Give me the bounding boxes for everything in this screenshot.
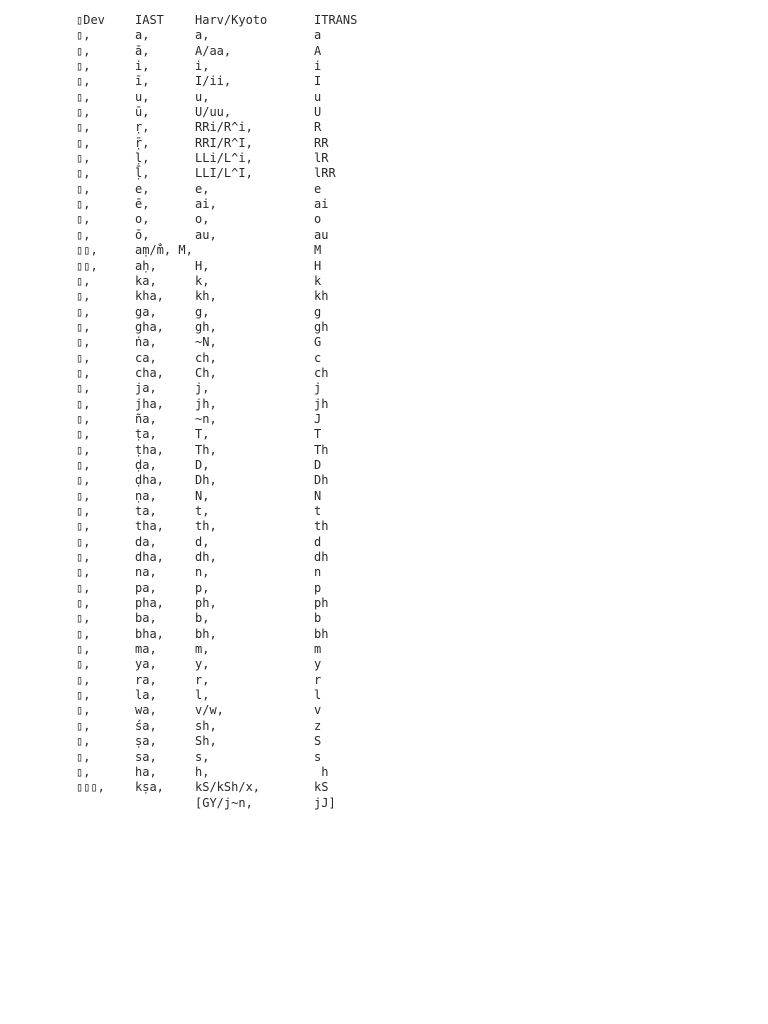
cell-harvard-kyoto: i, [195,59,210,74]
cell-iast: ḹ, [135,166,150,181]
cell-itrans: o [314,212,322,227]
cell-devanagari: ▯, [76,59,91,74]
cell-harvard-kyoto: h, [195,764,210,779]
cell-itrans: T [314,427,322,442]
cell-harvard-kyoto: b, [195,611,210,626]
cell-devanagari: ▯, [76,519,91,534]
cell-iast: ña, [135,411,157,426]
cell-itrans: e [314,181,322,196]
table-row [76,734,322,749]
cell-itrans: t [314,504,322,518]
cell-iast: na, [135,565,157,580]
cell-iast: aḥ, [135,258,157,273]
table-row [76,258,322,274]
cell-itrans: bh [314,626,329,641]
table-row [76,457,322,473]
cell-devanagari: ▯, [76,703,91,718]
cell-harvard-kyoto: RRI/R^I, [195,135,253,150]
table-row [76,166,336,181]
cell-iast: ṭa, [135,427,157,442]
table-row [76,642,322,657]
cell-devanagari: ▯, [76,304,91,319]
cell-devanagari: ▯, [76,273,91,288]
cell-iast: ṇa, [135,488,157,503]
cell-iast: kṣa, [135,780,164,795]
cell-iast: ka, [135,273,157,288]
cell-iast: gha, [135,319,164,334]
cell-harvard-kyoto: ai, [195,197,217,212]
table-row [76,580,322,596]
cell-iast: tha, [135,519,164,534]
cell-iast: ī, [135,74,150,89]
cell-harvard-kyoto: LLi/L^i, [195,151,253,166]
cell-harvard-kyoto: ~N, [195,335,217,350]
cell-harvard-kyoto: r, [195,672,210,687]
cell-itrans: lRR [314,166,336,181]
cell-iast: ō, [135,227,150,242]
cell-devanagari: ▯, [76,657,91,672]
cell-iast: ḷ, [135,151,150,166]
cell-harvard-kyoto: Sh, [195,734,217,749]
transliteration-table [76,13,358,811]
cell-harvard-kyoto: Dh, [195,473,217,488]
table-row [76,197,329,212]
cell-devanagari: ▯, [76,488,91,503]
header-dev [76,13,105,28]
cell-iast: a, [135,28,150,43]
cell-itrans: y [314,657,322,672]
table-row [76,473,329,488]
cell-devanagari: ▯, [76,626,91,641]
cell-itrans: A [314,43,322,58]
cell-iast: e, [135,181,150,196]
cell-devanagari: ▯, [76,227,91,242]
cell-iast: la, [135,688,157,703]
cell-devanagari: ▯, [76,135,91,150]
table-row [76,795,336,811]
table-row [76,488,322,504]
cell-devanagari: ▯, [76,381,91,396]
table-row [76,212,322,227]
cell-harvard-kyoto: kh, [195,289,217,304]
header-harv-kyoto: Harv/Kyoto [195,13,268,27]
cell-harvard-kyoto: LLI/L^I, [195,166,253,181]
cell-itrans: i [314,59,322,74]
cell-harvard-kyoto: e, [195,181,210,196]
cell-iast: ra, [135,672,157,687]
cell-devanagari: ▯▯, [76,258,98,273]
cell-itrans: kS [314,780,329,795]
cell-harvard-kyoto: t, [195,504,210,518]
cell-itrans: j [314,381,322,396]
cell-harvard-kyoto: U/uu, [195,105,232,120]
cell-devanagari: ▯, [76,335,91,350]
cell-iast: wa, [135,703,157,718]
cell-iast: sa, [135,749,157,764]
cell-itrans: n [314,565,322,580]
cell-devanagari: ▯, [76,396,91,411]
cell-devanagari: ▯, [76,473,91,488]
cell-harvard-kyoto: A/aa, [195,43,232,58]
cell-harvard-kyoto: jh, [195,396,217,411]
cell-itrans: G [314,335,322,350]
cell-devanagari: ▯, [76,427,91,442]
cell-harvard-kyoto: D, [195,457,210,472]
cell-devanagari: ▯, [76,718,91,733]
cell-iast: ṣa, [135,734,157,749]
table-row [76,534,322,550]
cell-itrans: m [314,642,322,657]
cell-harvard-kyoto: v/w, [195,703,224,718]
cell-itrans: Th [314,442,329,457]
cell-harvard-kyoto: d, [195,534,210,549]
cell-devanagari: ▯, [76,365,91,380]
cell-harvard-kyoto: T, [195,427,210,442]
table-row [76,227,329,243]
cell-devanagari: ▯, [76,672,91,687]
cell-devanagari: ▯, [76,289,91,304]
cell-devanagari: ▯, [76,688,91,703]
cell-devanagari: ▯, [76,151,91,166]
table-row [76,657,322,672]
table-row [76,105,322,120]
cell-devanagari: ▯, [76,105,91,120]
cell-itrans: H [314,258,322,273]
cell-itrans: ai [314,197,329,212]
cell-devanagari: ▯, [76,350,91,365]
table-row [76,519,329,534]
cell-harvard-kyoto: o, [195,212,210,227]
cell-iast: ū, [135,105,150,120]
cell-harvard-kyoto: ~n, [195,411,217,426]
cell-harvard-kyoto: au, [195,227,217,242]
cell-devanagari: ▯, [76,43,91,58]
cell-itrans: s [314,749,322,764]
table-row [76,688,322,703]
table-row [76,381,322,396]
cell-iast: ga, [135,304,157,319]
cell-itrans: gh [314,319,329,334]
cell-harvard-kyoto: ph, [195,596,217,611]
cell-devanagari: ▯, [76,550,91,565]
cell-devanagari: ▯, [76,89,91,104]
cell-iast: ṭha, [135,442,164,457]
cell-itrans: jJ] [314,795,336,810]
cell-devanagari: ▯, [76,212,91,227]
cell-itrans: U [314,105,322,120]
cell-itrans: S [314,734,322,749]
table-row [76,319,329,335]
cell-devanagari: ▯, [76,504,91,518]
cell-iast: ṅa, [135,335,157,350]
cell-devanagari: ▯, [76,181,91,196]
cell-harvard-kyoto: kS/kSh/x, [195,780,261,795]
cell-harvard-kyoto: u, [195,89,210,104]
cell-itrans: h [314,764,329,779]
cell-devanagari: ▯, [76,319,91,334]
cell-iast: cha, [135,365,164,380]
table-row [76,780,329,795]
cell-harvard-kyoto: Th, [195,442,217,457]
cell-itrans: u [314,89,322,104]
cell-harvard-kyoto: N, [195,488,210,503]
missing-glyph-icon: ▯ [76,13,84,27]
table-row [76,550,329,565]
cell-devanagari: ▯, [76,565,91,580]
cell-iast: śa, [135,718,157,733]
cell-iast: dha, [135,550,164,565]
cell-iast: o, [135,212,150,227]
cell-devanagari: ▯▯▯, [76,780,105,795]
cell-devanagari: ▯▯, [76,243,98,258]
header-dev-label: Dev [83,13,105,27]
cell-harvard-kyoto: th, [195,519,217,534]
cell-harvard-kyoto: a, [195,28,210,43]
cell-itrans: c [314,350,322,365]
cell-devanagari: ▯, [76,166,91,181]
cell-harvard-kyoto: k, [195,273,210,288]
cell-iast: bha, [135,626,164,641]
cell-iast: jha, [135,396,164,411]
table-row [76,411,322,427]
table-row [76,718,322,734]
cell-harvard-kyoto: RRi/R^i, [195,120,253,135]
cell-devanagari: ▯, [76,642,91,657]
table-row [76,243,322,258]
table-row [76,273,322,289]
cell-itrans: D [314,457,322,472]
table-row [76,43,322,59]
cell-iast: pha, [135,596,164,611]
cell-itrans: lR [314,151,329,166]
cell-harvard-kyoto: dh, [195,550,217,565]
table-row [76,350,322,366]
cell-iast: ḍha, [135,473,164,488]
table-row [76,427,322,442]
cell-iast: u, [135,89,150,104]
cell-iast: ṛ, [135,120,150,135]
cell-iast: ya, [135,657,157,672]
cell-itrans: R [314,120,322,135]
cell-devanagari: ▯, [76,596,91,611]
cell-harvard-kyoto: m, [195,642,210,657]
cell-itrans: v [314,703,322,718]
cell-harvard-kyoto: j, [195,381,210,396]
cell-devanagari: ▯, [76,411,91,426]
table-row [76,28,322,43]
cell-itrans: p [314,580,322,595]
cell-devanagari: ▯, [76,74,91,89]
cell-devanagari: ▯, [76,28,91,43]
table-row [76,626,329,642]
cell-itrans: kh [314,289,329,304]
cell-iast: pa, [135,580,157,595]
cell-harvard-kyoto: Ch, [195,365,217,380]
cell-iast: ta, [135,504,157,518]
table-row [76,289,329,304]
cell-itrans: J [314,411,322,426]
cell-itrans: N [314,488,322,503]
table-row [76,396,329,412]
cell-itrans: z [314,718,322,733]
table-row [76,672,322,688]
cell-iast: da, [135,534,157,549]
table-row [76,181,322,197]
cell-itrans: th [314,519,329,534]
table-row [76,59,322,74]
cell-devanagari: ▯, [76,611,91,626]
cell-harvard-kyoto: p, [195,580,210,595]
cell-devanagari: ▯, [76,749,91,764]
cell-itrans: I [314,74,322,89]
cell-itrans: RR [314,135,329,150]
cell-itrans: M [314,243,322,258]
cell-devanagari: ▯, [76,580,91,595]
table-row [76,442,329,458]
cell-devanagari: ▯, [76,457,91,472]
cell-devanagari: ▯, [76,734,91,749]
header-iast: IAST [135,13,164,27]
cell-devanagari: ▯, [76,534,91,549]
table-row [76,365,329,381]
table-row [76,749,322,765]
cell-iast: aṃ/m̐, M, [135,243,193,258]
table-row [76,304,322,320]
cell-harvard-kyoto: l, [195,688,210,703]
cell-harvard-kyoto: bh, [195,626,217,641]
cell-harvard-kyoto: s, [195,749,210,764]
cell-iast: ba, [135,611,157,626]
cell-itrans: ph [314,596,329,611]
cell-itrans: b [314,611,322,626]
cell-iast: ā, [135,43,150,58]
cell-harvard-kyoto: [GY/j~n, [195,795,253,810]
table-row [76,764,329,780]
cell-harvard-kyoto: y, [195,657,210,672]
table-row [76,74,322,89]
cell-harvard-kyoto: H, [195,258,210,273]
table-row [76,120,322,135]
table-row [76,565,322,580]
cell-harvard-kyoto: sh, [195,718,217,733]
cell-devanagari: ▯, [76,764,91,779]
table-row [76,335,322,350]
cell-harvard-kyoto: I/ii, [195,74,232,89]
cell-devanagari: ▯, [76,120,91,135]
cell-itrans: a [314,28,322,43]
cell-iast: ca, [135,350,157,365]
cell-harvard-kyoto: gh, [195,319,217,334]
table-row [76,611,322,626]
cell-harvard-kyoto: g, [195,304,210,319]
table-row [76,703,322,718]
cell-devanagari: ▯, [76,197,91,212]
table-row [76,596,329,611]
cell-iast: ha, [135,764,157,779]
cell-itrans: ch [314,365,329,380]
cell-itrans: r [314,672,322,687]
table-body [76,28,336,811]
cell-iast: i, [135,59,150,74]
cell-itrans: Dh [314,473,329,488]
cell-itrans: dh [314,550,329,565]
header-itrans: ITRANS [314,13,358,27]
cell-iast: ḍa, [135,457,157,472]
cell-iast: ē, [135,197,150,212]
cell-iast: kha, [135,289,164,304]
cell-harvard-kyoto: n, [195,565,210,580]
cell-itrans: k [314,273,322,288]
cell-itrans: g [314,304,322,319]
cell-iast: ma, [135,642,157,657]
cell-iast: ja, [135,381,157,396]
cell-itrans: jh [314,396,329,411]
cell-iast: ṝ, [135,135,150,150]
table-row [76,151,329,166]
cell-harvard-kyoto: ch, [195,350,217,365]
table-row [76,135,329,151]
cell-itrans: au [314,227,329,242]
cell-itrans: d [314,534,322,549]
table-row [76,504,322,519]
header-row [76,13,358,28]
cell-itrans: l [314,688,322,703]
cell-devanagari: ▯, [76,442,91,457]
table-row [76,89,322,105]
